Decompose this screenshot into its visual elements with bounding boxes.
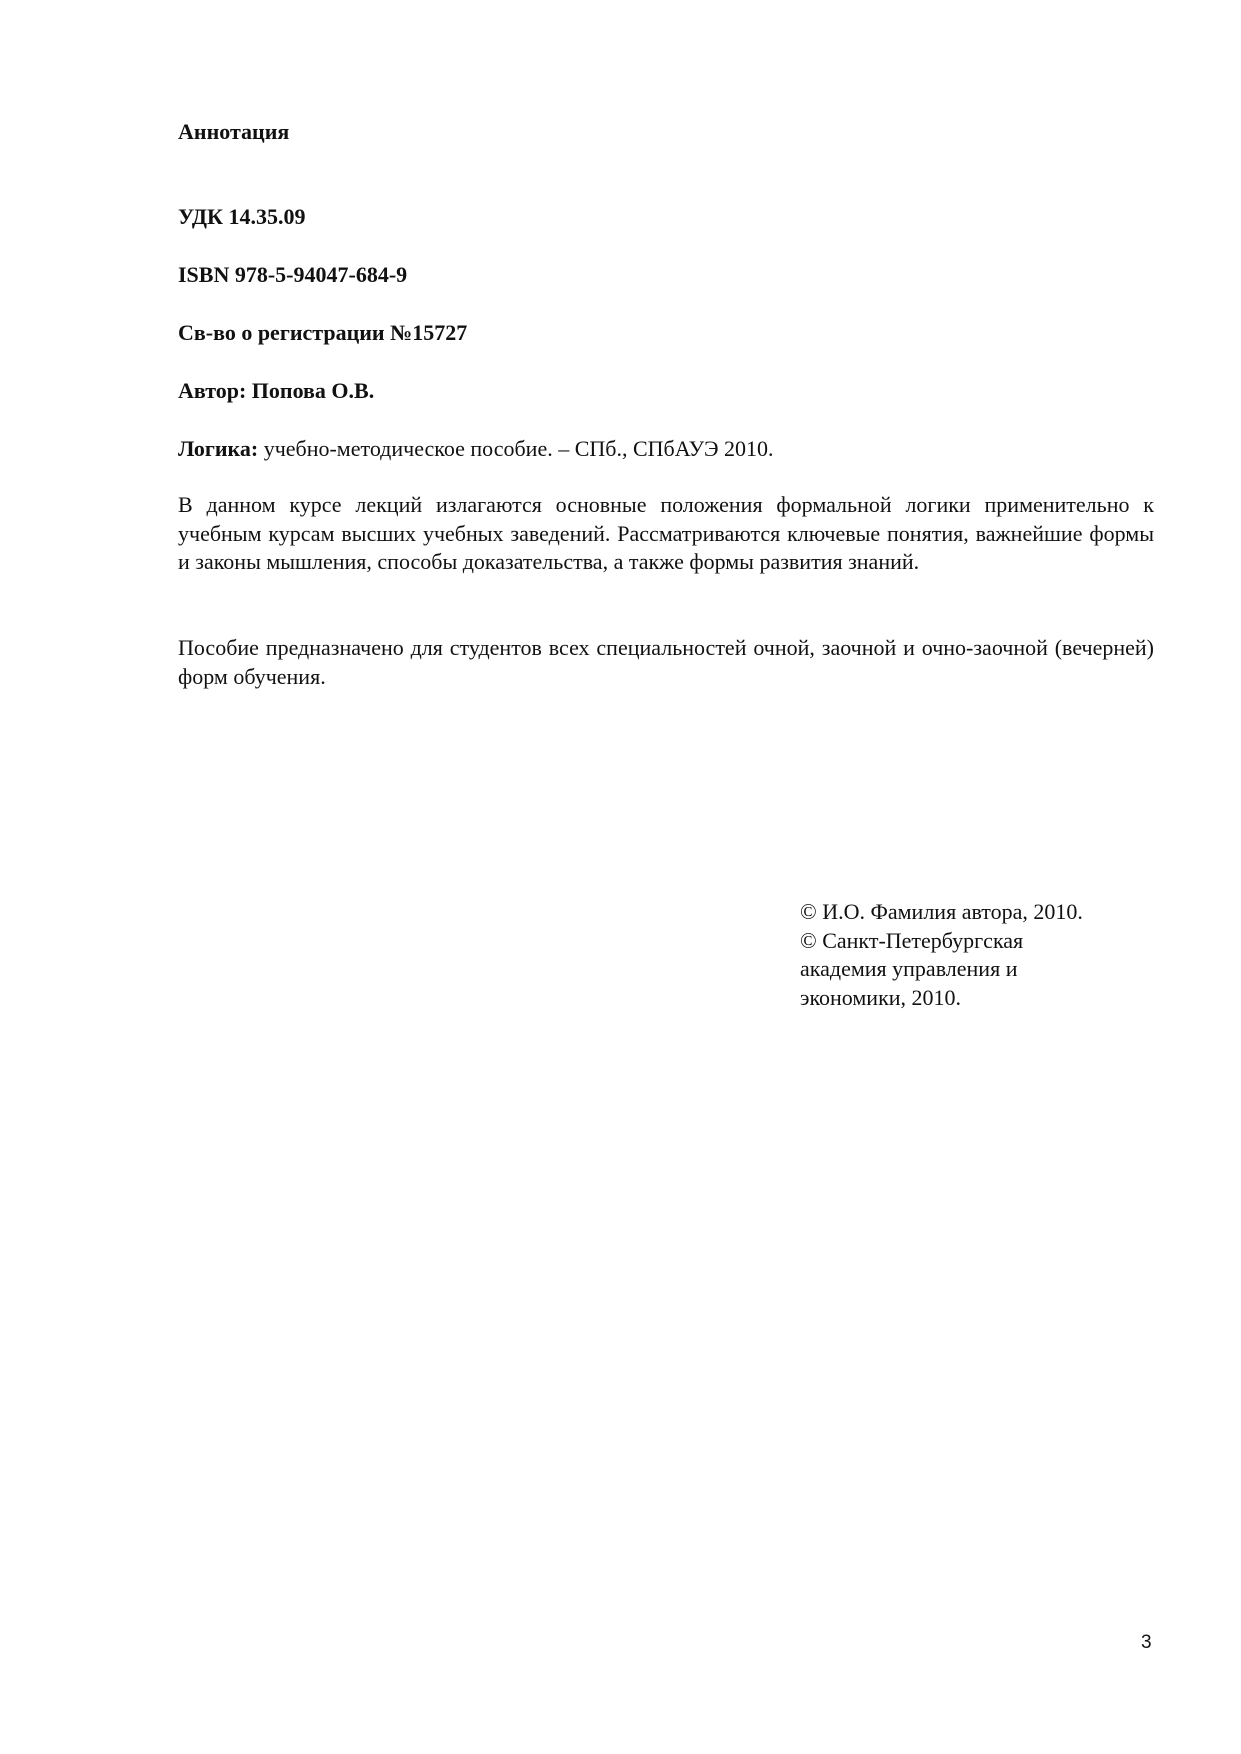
copyright-line: экономики, 2010. [800, 984, 962, 1010]
author-line: Автор: Попова О.В. [178, 378, 375, 403]
audience-paragraph: Пособие предназначено для студентов всех специальностей очной, заочной и очно-заочной (вечерней) форм обучения. [178, 635, 1154, 689]
registration-line: Св-во о регистрации №15727 [178, 320, 468, 345]
annotation-heading: Аннотация [178, 119, 290, 144]
copyright-block [800, 898, 1140, 1012]
copyright-line: © И.О. Фамилия автора, 2010. [800, 899, 1083, 924]
udk-line: УДК 14.35.09 [178, 204, 306, 229]
copyright-line: © Санкт-Петербургская [800, 927, 1024, 953]
copyright-line: академия управления и [800, 956, 1018, 981]
title-text: учебно-методическое пособие. – СПб., СПбАУЭ 2010. [258, 436, 774, 461]
isbn-line: ISBN 978-5-94047-684-9 [178, 262, 408, 287]
title-label: Логика: [178, 436, 259, 461]
description-paragraph: В данном курсе лекций излагаются основные положения формальной логики применительно к учебным курсам высших учебных заведений. Рассматриваются ключевые понятия, важнейшие формы и законы мышления, способы доказательства, а также формы развития знаний. [178, 492, 1154, 574]
page-number: 3 [1141, 1632, 1152, 1653]
title-line [178, 435, 774, 463]
